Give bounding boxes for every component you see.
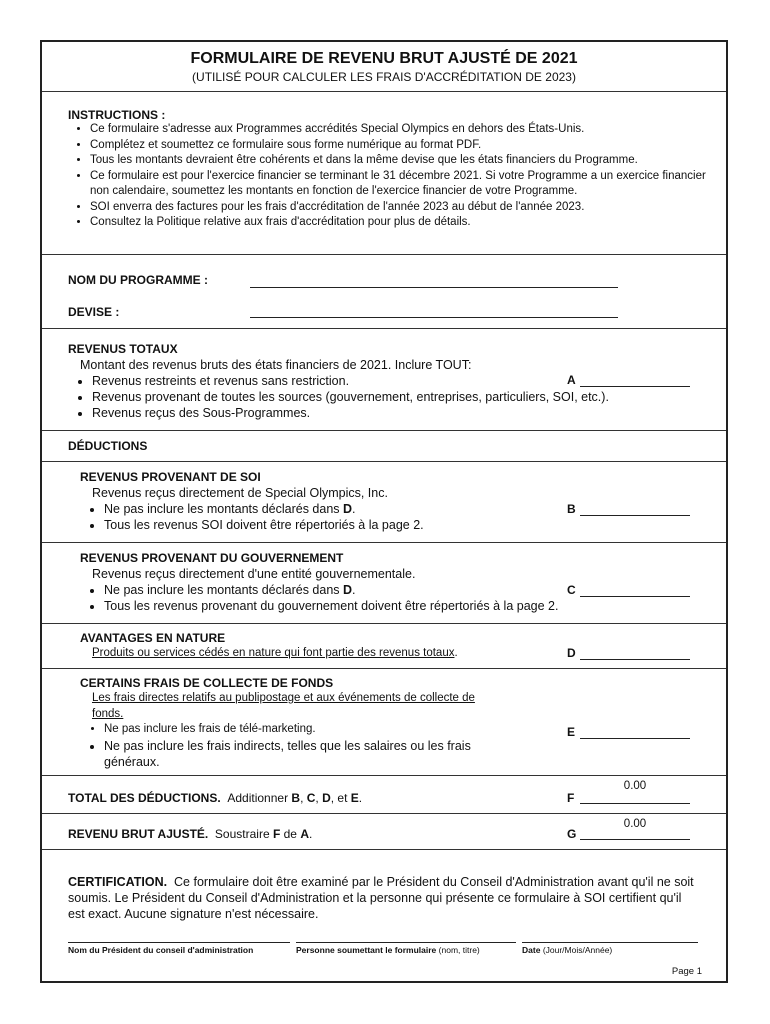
nature-heading: AVANTAGES EN NATURE xyxy=(80,631,226,645)
instruction-item: • Ce formulaire s'adresse aux Programmes accrédités Special Olympics en dehors des États-Unis. xyxy=(90,122,706,138)
gouv-item-ref: D xyxy=(343,583,353,597)
total-end: . xyxy=(358,791,363,805)
total-sep: , xyxy=(300,791,307,805)
submitter-signature-line[interactable] xyxy=(296,942,516,943)
date-label xyxy=(522,945,612,955)
certification-paragraph xyxy=(68,874,698,922)
brut-label: REVENU BRUT AJUSTÉ. xyxy=(68,827,209,841)
gouv-amount-field[interactable] xyxy=(580,596,690,597)
submitter-label-text: Personne soumettant le formulaire xyxy=(296,945,437,955)
instruction-item: • Ce formulaire est pour l'exercice financier se terminant le 31 décembre 2021. Si votre Programme a un exercice financier non calendaire, soumettez les montants en fonction de l'exercice financier de votre Programme. xyxy=(90,169,706,200)
line-letter-d: D xyxy=(567,646,576,660)
total-ref-b: B xyxy=(291,791,301,805)
soi-item-text: Ne pas inclure les montants déclarés dans xyxy=(104,502,344,516)
nature-intro: Produits ou services cédés en nature qui font partie des revenus totaux xyxy=(92,647,455,659)
soi-item-end: . xyxy=(352,502,356,516)
soi-item: • Tous les revenus SOI doivent être répertoriés à la page 2. xyxy=(104,517,612,533)
total-amount-field[interactable] xyxy=(580,803,690,804)
collecte-item2-line2: généraux. xyxy=(104,754,160,769)
gouv-item-end: . xyxy=(352,583,356,597)
date-line[interactable] xyxy=(522,942,698,943)
gouv-heading: REVENUS PROVENANT DU GOUVERNEMENT xyxy=(80,551,344,565)
revenus-item: • Revenus restreints et revenus sans restriction. xyxy=(92,373,680,389)
certification-text: Ce formulaire doit être examiné par le Président du Conseil d'Administration avant qu'il ne soit soumis. Le Président du Conseil d'Administration et la personne qui présente ce formulaire à SOI certifient qu'il est exact. Aucune signature n'est nécessaire. xyxy=(68,875,694,921)
form-subtitle: (UTILISÉ POUR CALCULER LES FRAIS D'ACCRÉDITATION DE 2023) xyxy=(192,70,576,84)
revenus-section xyxy=(42,329,726,431)
program-name-field[interactable] xyxy=(250,287,618,288)
total-section xyxy=(42,776,726,814)
submitter-label-note: (nom, titre) xyxy=(438,945,480,955)
page-number: Page 1 xyxy=(671,966,702,977)
revenus-heading: REVENUS TOTAUX xyxy=(68,342,178,356)
form xyxy=(40,40,728,983)
president-label: Nom du Président du conseil d'administration xyxy=(68,945,254,955)
instructions-list xyxy=(68,122,706,231)
line-letter-e: E xyxy=(567,725,576,739)
program-name-label: NOM DU PROGRAMME : xyxy=(68,273,208,287)
total-sep: , xyxy=(315,791,323,805)
gouv-section xyxy=(42,543,726,624)
gouv-item-text: Ne pas inclure les montants déclarés dans xyxy=(104,583,344,597)
instruction-item: • Complétez et soumettez ce formulaire sous forme numérique au format PDF. xyxy=(90,138,706,154)
line-letter-c: C xyxy=(567,583,576,597)
submitter-label xyxy=(296,945,480,955)
collecte-intro-line2: fonds. xyxy=(92,707,124,720)
instruction-item: • SOI enverra des factures pour les frais d'accréditation de l'année 2023 au début de l'année 2023. xyxy=(90,200,706,216)
collecte-item2-line1: Ne pas inclure les frais indirects, telles que les salaires ou les frais xyxy=(104,738,471,753)
nature-amount-field[interactable] xyxy=(580,659,690,660)
form-title: FORMULAIRE DE REVENU BRUT AJUSTÉ DE 2021 xyxy=(190,50,578,67)
nature-intro-end: . xyxy=(454,647,458,659)
collecte-item: • Ne pas inclure les frais de télé-marketing. xyxy=(104,722,562,738)
currency-label: DEVISE : xyxy=(68,305,120,319)
brut-ref-f: F xyxy=(272,827,281,841)
program-section xyxy=(42,255,726,329)
total-instr: Additionner xyxy=(227,791,292,805)
line-letter-b: B xyxy=(567,502,576,516)
form-header xyxy=(42,42,726,92)
soi-heading: REVENUS PROVENANT DE SOI xyxy=(80,470,261,484)
total-label: TOTAL DES DÉDUCTIONS. xyxy=(68,791,221,805)
soi-amount-field[interactable] xyxy=(580,515,690,516)
gouv-intro: Revenus reçus directement d'une entité gouvernementale. xyxy=(92,567,416,581)
collecte-heading: CERTAINS FRAIS DE COLLECTE DE FONDS xyxy=(80,676,334,690)
currency-field[interactable] xyxy=(250,317,618,318)
total-ref-d: D xyxy=(322,791,331,805)
line-letter-a: A xyxy=(567,373,576,387)
brut-instr: Soustraire xyxy=(214,827,273,841)
collecte-amount-field[interactable] xyxy=(580,738,690,739)
revenus-intro: Montant des revenus bruts des états financiers de 2021. Inclure TOUT: xyxy=(80,358,472,372)
soi-section xyxy=(42,462,726,543)
instructions-heading: INSTRUCTIONS : xyxy=(68,108,166,122)
total-ref-e: E xyxy=(350,791,359,805)
deductions-heading: DÉDUCTIONS xyxy=(68,439,148,453)
instruction-item: • Consultez la Politique relative aux frais d'accréditation pour plus de détails. xyxy=(90,215,706,231)
instruction-item: • Tous les montants devraient être cohérents et dans la même devise que les états financiers du Programme. xyxy=(90,153,706,169)
brut-amount-field[interactable] xyxy=(580,839,690,840)
certification-section xyxy=(42,850,726,983)
president-signature-line[interactable] xyxy=(68,942,290,943)
soi-list xyxy=(92,501,612,533)
collecte-section xyxy=(42,669,726,776)
date-label-text: Date xyxy=(522,945,541,955)
revenus-list xyxy=(80,373,680,421)
collecte-item xyxy=(104,738,562,770)
total-amount-value: 0.00 xyxy=(623,780,647,792)
instructions-section xyxy=(42,92,726,255)
revenus-item: • Revenus reçus des Sous-Programmes. xyxy=(92,405,680,421)
brut-end: . xyxy=(308,827,313,841)
soi-item-ref: D xyxy=(343,502,353,516)
nature-section xyxy=(42,624,726,669)
soi-item xyxy=(104,501,612,517)
deductions-header xyxy=(42,431,726,462)
revenus-item: • Revenus provenant de toutes les sources (gouvernement, entreprises, particuliers, SOI, etc.). xyxy=(92,389,680,405)
brut-ref-a: A xyxy=(300,827,309,841)
line-letter-f: F xyxy=(567,791,575,805)
revenus-amount-field[interactable] xyxy=(580,386,690,387)
certification-label: CERTIFICATION. xyxy=(68,875,168,889)
date-label-note: (Jour/Mois/Année) xyxy=(542,945,613,955)
gouv-item: • Tous les revenus provenant du gouvernement doivent être répertoriés à la page 2. xyxy=(104,598,692,614)
brut-amount-value: 0.00 xyxy=(623,818,647,830)
soi-intro: Revenus reçus directement de Special Olympics, Inc. xyxy=(92,486,388,500)
gouv-list xyxy=(92,582,692,614)
brut-section xyxy=(42,814,726,850)
collecte-list xyxy=(92,722,562,770)
total-ref-c: C xyxy=(306,791,316,805)
total-sep: , et xyxy=(330,791,351,805)
line-letter-g: G xyxy=(567,827,577,841)
collecte-intro-line1: Les frais directes relatifs au publipostage et aux événements de collecte de xyxy=(92,692,475,704)
brut-mid: de xyxy=(280,827,301,841)
